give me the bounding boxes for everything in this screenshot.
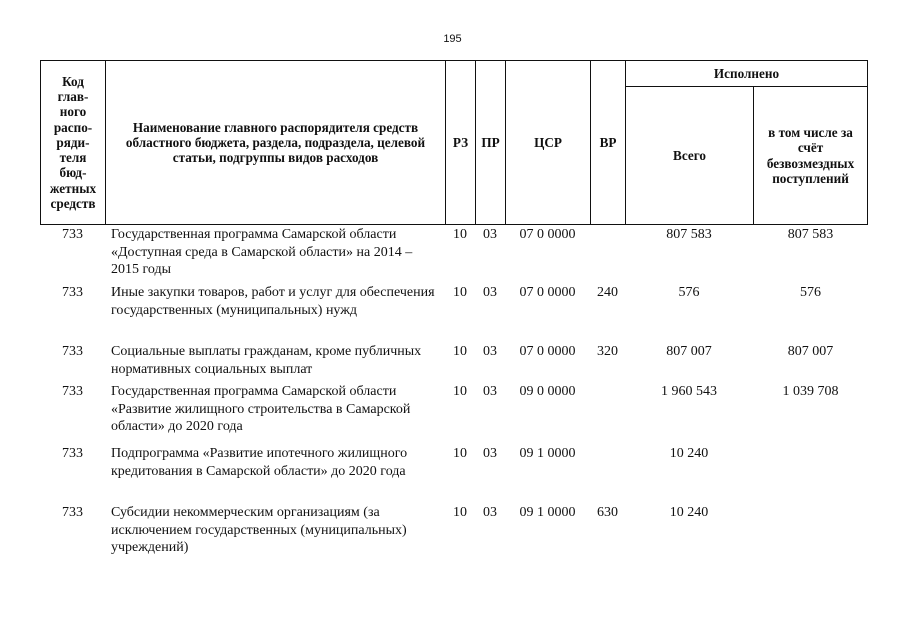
row-vr: 320 [597, 344, 618, 359]
header-code-line: жетных [49, 180, 97, 196]
table-row [40, 226, 868, 284]
row-free: 807 583 [787, 227, 834, 242]
header-csr: ЦСР [506, 61, 591, 224]
row-name: Социальные выплаты гражданам, кроме публичных нормативных социальных выплат [111, 344, 422, 377]
header-vr: ВР [591, 61, 626, 224]
header-rz: РЗ [446, 61, 476, 224]
row-free: 807 007 [787, 344, 834, 359]
row-name: Государственная программа Самарской области «Развитие жилищного строительства в Самарской области» до 2020 года [111, 384, 411, 434]
row-rz: 10 [453, 285, 467, 300]
row-vr: 240 [597, 285, 618, 300]
header-code-lines [50, 74, 96, 211]
table-body [40, 226, 868, 559]
row-csr: 09 0 0000 [519, 384, 576, 399]
row-csr: 07 0 0000 [519, 285, 576, 300]
table-row [40, 504, 868, 559]
header-executed: Исполнено [626, 61, 867, 87]
row-csr: 07 0 0000 [519, 344, 576, 359]
row-pr: 03 [483, 344, 497, 359]
row-total: 10 240 [669, 505, 709, 520]
table-header [40, 60, 868, 225]
row-name: Субсидии некоммерческим организациям (за исключением государственных (муниципальных) учреждений) [111, 505, 407, 555]
row-name: Подпрограмма «Развитие ипотечного жилищного кредитования в Самарской области» до 2020 года [111, 446, 408, 479]
row-pr: 03 [483, 446, 497, 461]
header-code-line: теля [59, 150, 87, 166]
row-csr: 09 1 0000 [519, 446, 576, 461]
page-number: 195 [443, 33, 462, 45]
row-csr: 09 1 0000 [519, 505, 576, 520]
header-name: Наименование главного распорядителя средств областного бюджета, раздела, подраздела, целевой статьи, подгруппы видов расходов [106, 61, 446, 224]
header-code-line: Код [62, 74, 84, 90]
row-code: 733 [62, 446, 83, 461]
header-pr: ПР [476, 61, 506, 224]
row-free: 576 [800, 285, 821, 300]
row-code: 733 [62, 344, 83, 359]
row-code: 733 [62, 285, 83, 300]
row-pr: 03 [483, 227, 497, 242]
row-pr: 03 [483, 285, 497, 300]
row-name: Иные закупки товаров, работ и услуг для обеспечения государственных (муниципальных) нужд [111, 285, 435, 318]
row-code: 733 [62, 505, 83, 520]
row-vr: 630 [597, 505, 618, 520]
row-pr: 03 [483, 505, 497, 520]
row-total: 807 583 [666, 227, 712, 242]
header-total: Всего [626, 87, 754, 224]
row-total: 1 960 543 [661, 384, 717, 399]
table-row [40, 284, 868, 343]
row-name: Государственная программа Самарской области «Доступная среда в Самарской области» на 2014 – 2015 годы [111, 227, 413, 277]
table-row [40, 383, 868, 445]
header-code-line: ного [59, 104, 87, 120]
header-code-line: глав- [57, 89, 89, 105]
row-rz: 10 [453, 384, 467, 399]
row-csr: 07 0 0000 [519, 227, 576, 242]
header-code-line: ряди- [56, 134, 90, 150]
header-free: в том числе за счёт безвозмездных поступлений [766, 125, 855, 186]
row-pr: 03 [483, 384, 497, 399]
row-total: 10 240 [669, 446, 709, 461]
row-rz: 10 [453, 505, 467, 520]
row-total: 576 [678, 285, 700, 300]
table-row [40, 343, 868, 383]
header-code-line: средств [50, 195, 96, 211]
row-total: 807 007 [666, 344, 712, 359]
row-code: 733 [62, 384, 83, 399]
row-free: 1 039 708 [782, 384, 839, 399]
row-code: 733 [62, 227, 83, 242]
table-row [40, 445, 868, 504]
header-code [41, 61, 106, 224]
header-code-line: распо- [53, 119, 93, 135]
header-code-line: бюд- [59, 165, 87, 181]
row-rz: 10 [453, 227, 467, 242]
row-rz: 10 [453, 446, 467, 461]
row-rz: 10 [453, 344, 467, 359]
